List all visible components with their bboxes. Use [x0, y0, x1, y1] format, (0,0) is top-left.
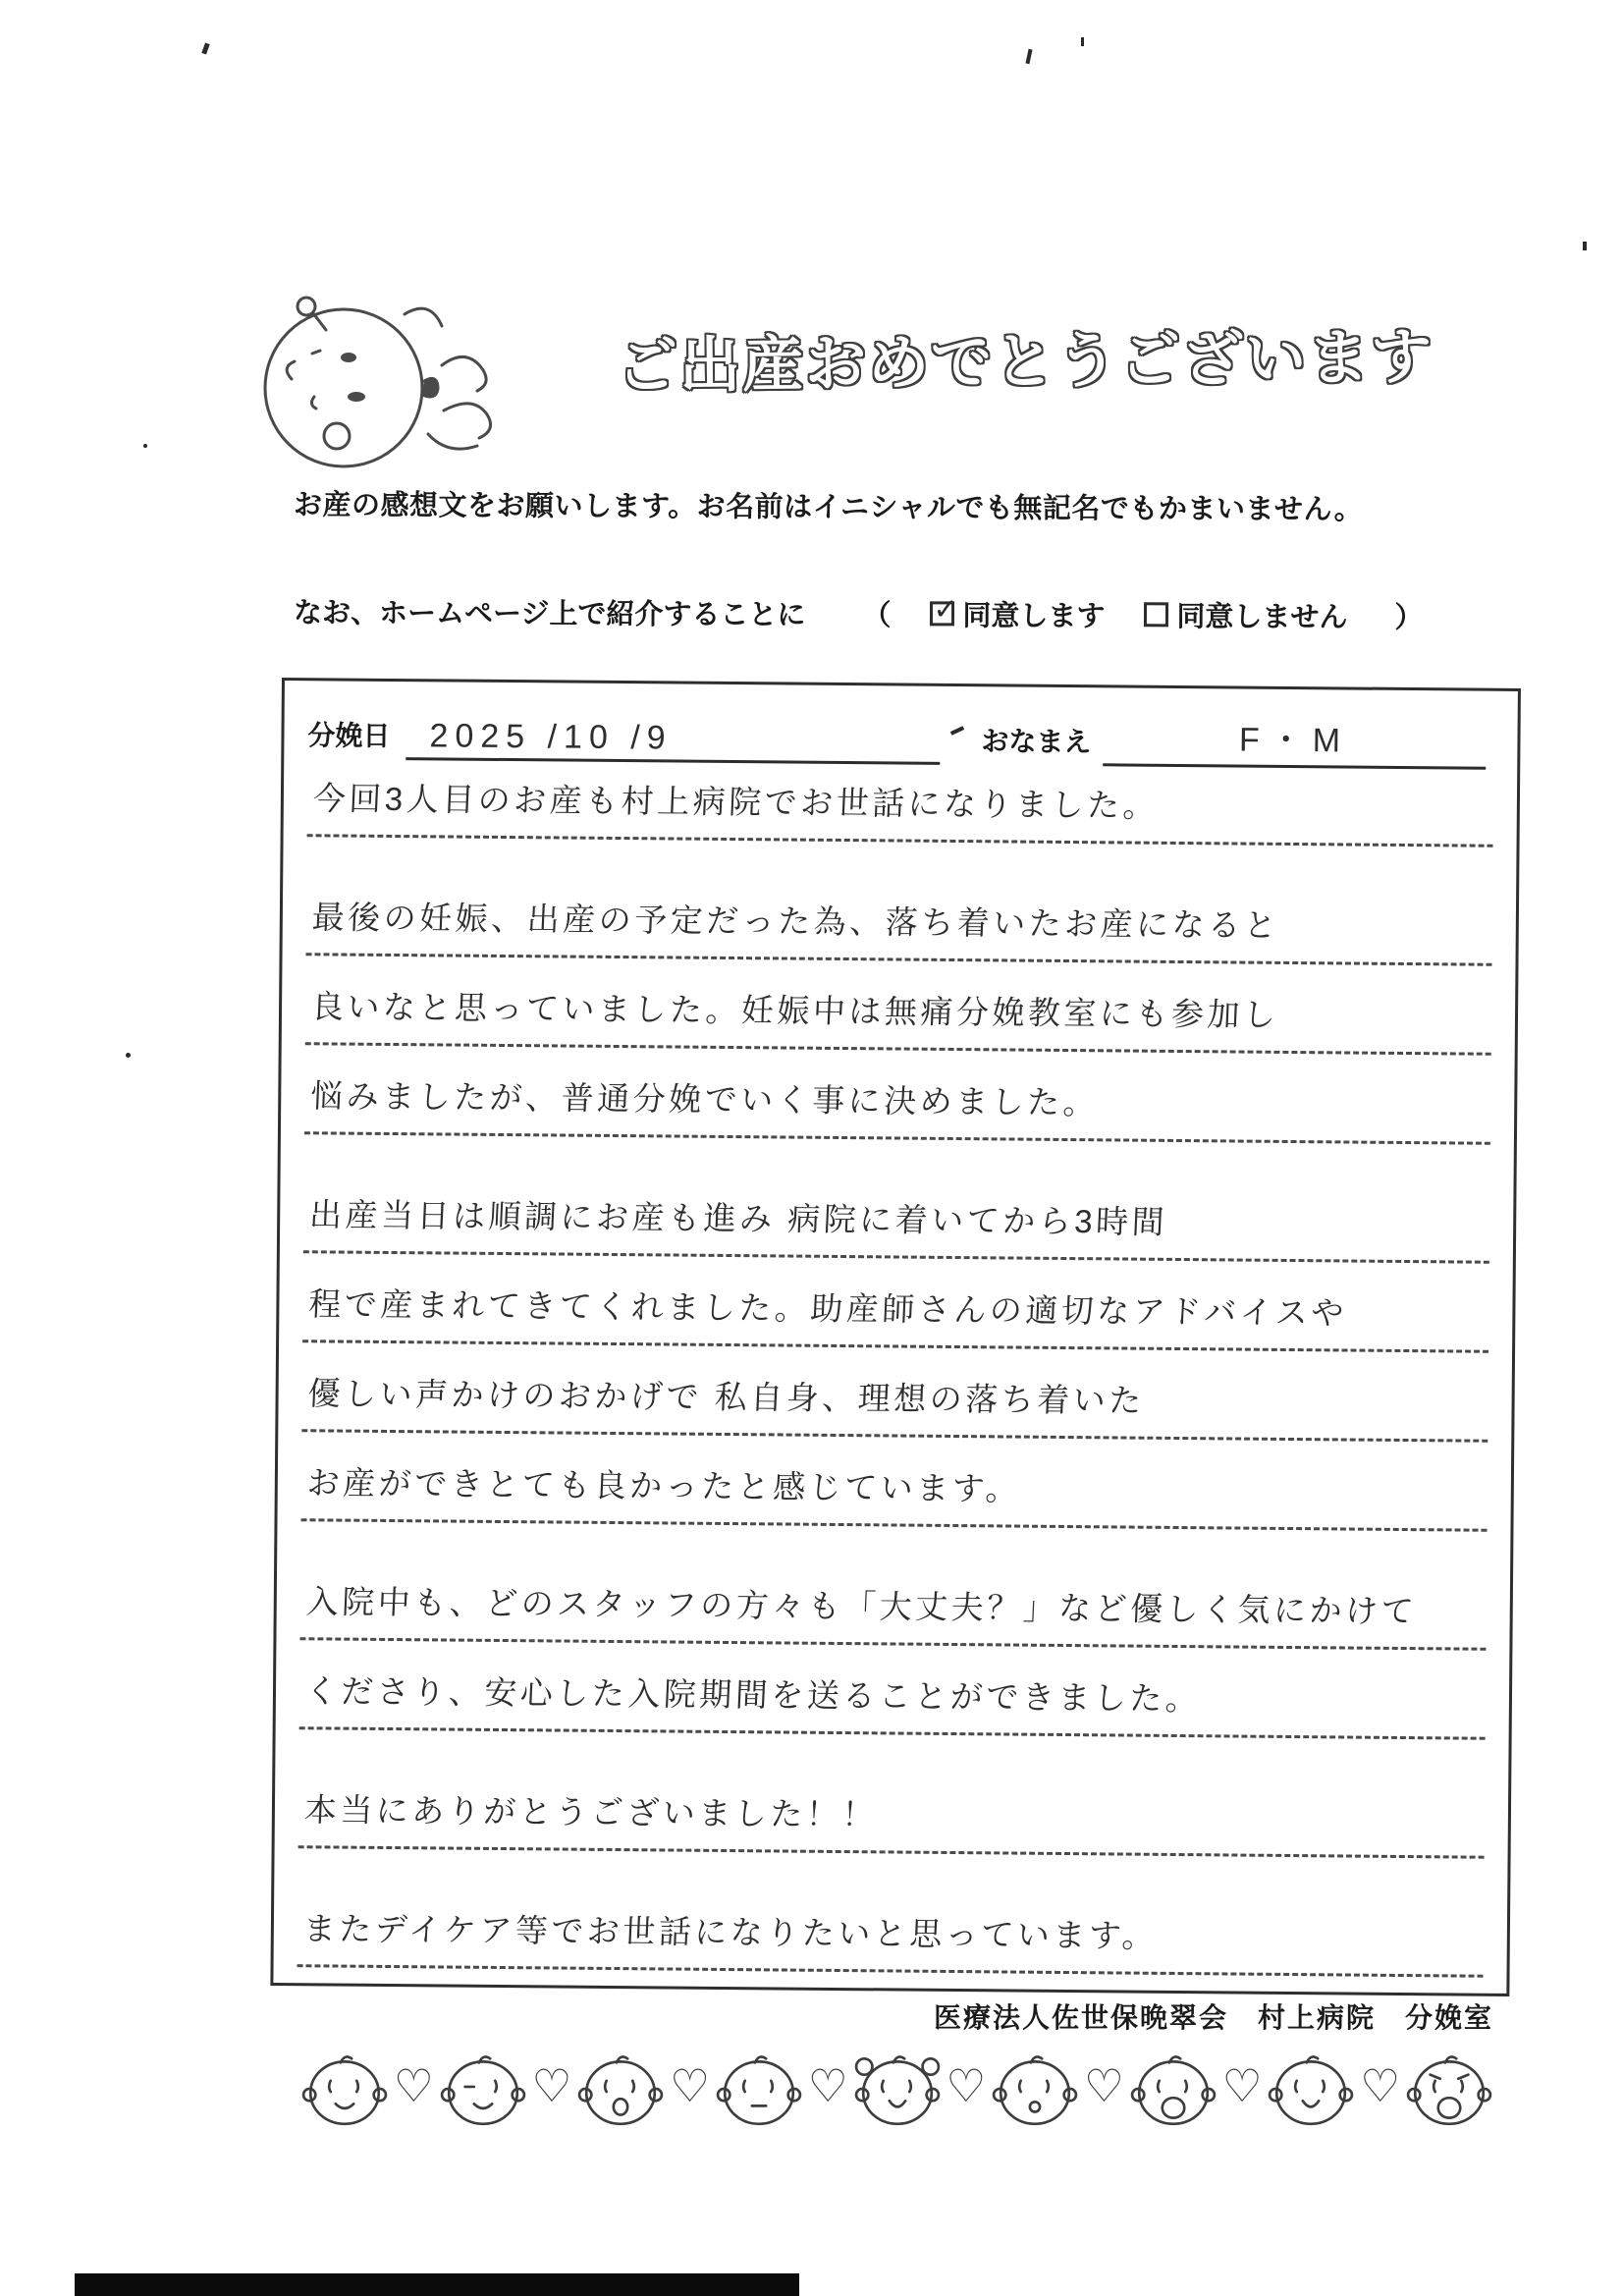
baby-face-stamp-icon: [715, 2050, 803, 2129]
heart-stamp-icon: ♡: [1221, 2060, 1263, 2111]
baby-face-stamp-icon: [300, 2050, 389, 2129]
agree-checkbox-checked-icon: ✓: [930, 601, 954, 626]
consent-prefix: なお、ホームページ上で紹介することに: [293, 597, 806, 631]
agree-label: 同意します: [962, 600, 1106, 633]
feedback-form-box: [270, 678, 1521, 1996]
letter-line: 最後の妊娠、出産の予定だった為、落ち着いたお産になると: [306, 892, 1493, 966]
letter-line: 出産当日は順調にお産も進み 病院に着いてから3時間: [303, 1189, 1490, 1264]
letter-line: くださり、安心した入院期間を送ることができました。: [299, 1666, 1487, 1740]
delivery-date-label: 分娩日: [307, 720, 391, 751]
heart-stamp-icon: ♡: [1083, 2060, 1125, 2111]
heart-stamp-icon: ♡: [669, 2060, 711, 2111]
heart-stamp-icon: ♡: [946, 2060, 987, 2111]
scan-speck: [201, 42, 209, 54]
heart-stamp-icon: ♡: [807, 2060, 848, 2111]
baby-face-stamp-icon: [1267, 2050, 1355, 2129]
letter-line: 入院中も、どのスタッフの方々も「大丈夫？」など優しく気にかけて: [299, 1576, 1487, 1651]
letter-line: またデイケア等でお世話になりたいと思っています。: [298, 1903, 1485, 1978]
letter-line: お産ができとても良かったと感じています。: [301, 1457, 1488, 1532]
letter-line: 良いなと思っていました。妊娠中は無痛分娩教室にも参加し: [305, 981, 1492, 1056]
scan-speck: [143, 444, 147, 448]
disagree-label: 同意しません: [1176, 601, 1348, 634]
baby-face-stamp-icon: [1405, 2050, 1493, 2129]
baby-face-stamp-icon: [991, 2050, 1079, 2129]
intro-text: お産の感想文をお願いします。お名前はイニシャルでも無記名でもかまいません。: [293, 489, 1364, 526]
letter-body: [298, 773, 1494, 1977]
name-value: F・M: [1103, 711, 1486, 769]
baby-face-stamp-icon: [1129, 2050, 1217, 2129]
scan-artifact-bar: [75, 2273, 799, 2296]
consent-row: [294, 590, 1424, 635]
scan-speck: [126, 1053, 131, 1058]
delivery-date-value: 2025 /10 /9: [406, 717, 940, 765]
page-title: ご出産おめでとうございます: [616, 323, 1434, 402]
scan-speck: [1583, 242, 1587, 250]
close-paren: ）: [1394, 602, 1424, 634]
name-label: おなまえ: [981, 726, 1092, 758]
scan-speck: [1081, 37, 1084, 46]
open-paren: （: [862, 600, 892, 632]
letter-line: 本当にありがとうございました！！: [298, 1784, 1486, 1859]
letter-line: 程で産まれてきてくれました。助産師さんの適切なアドバイスや: [302, 1279, 1489, 1353]
letter-line: 悩みましたが、普通分娩でいく事に決めました。: [304, 1070, 1491, 1145]
baby-face-stamp-icon: [853, 2050, 942, 2129]
heart-stamp-icon: ♡: [393, 2060, 434, 2111]
baby-stamps-row: [300, 2050, 1493, 2129]
baby-face-stamp-icon: [576, 2050, 665, 2129]
hospital-name: 医療法人佐世保晩翠会 村上病院 分娩室: [933, 2002, 1493, 2033]
disagree-checkbox-icon: [1144, 602, 1168, 627]
scan-speck: [1025, 49, 1032, 65]
heart-stamp-icon: ♡: [531, 2060, 572, 2111]
baby-doodle-illustration: [196, 287, 648, 473]
form-meta-row: [307, 704, 1493, 770]
letter-line: 今回3人目のお産も村上病院でお世話になりました。: [307, 773, 1494, 847]
heart-stamp-icon: ♡: [1360, 2060, 1401, 2111]
baby-face-stamp-icon: [439, 2050, 527, 2129]
letter-line: 優しい声かけのおかげで 私自身、理想の落ち着いた: [301, 1368, 1488, 1443]
